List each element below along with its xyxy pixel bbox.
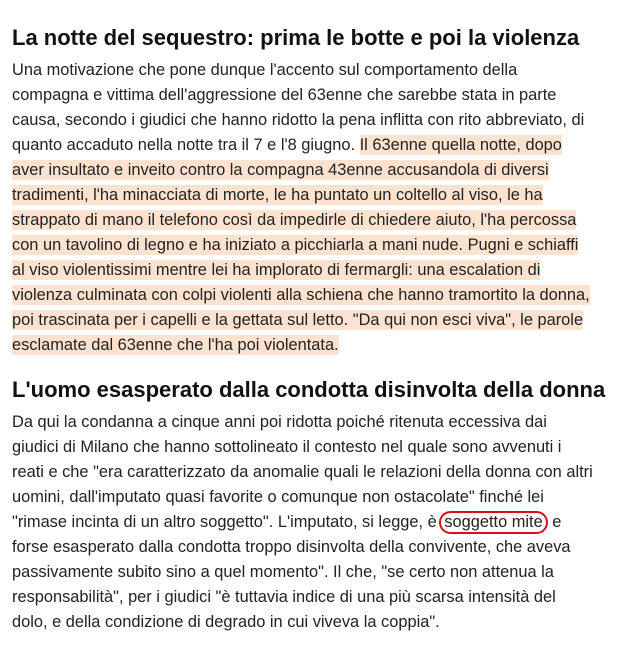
paragraph-motivation xyxy=(12,58,590,358)
highlighted-text: con un tavolino di legno e ha iniziato a picchiarla a mani nude. Pugni e schiaffi xyxy=(12,236,579,254)
text-line: "rimase incinta di un altro soggetto". L'imputato, si legge, è soggetto mite e xyxy=(12,510,593,535)
text-line xyxy=(12,308,590,333)
text-line: responsabilità", per i giudici "è tuttavia indice di una più scarsa intensità del xyxy=(12,588,556,606)
text-line xyxy=(12,183,590,208)
highlighted-text: poi trascinata per i capelli e la gettata sul letto. "Da qui non esci viva", le parole xyxy=(12,311,584,329)
text-line: causa, secondo i giudici che hanno ridotto la pena inflitta con rito abbreviato, di xyxy=(12,111,585,129)
text-line: compagna e vittima dell'aggressione del 63enne che sarebbe stata in parte xyxy=(12,86,557,104)
text-line xyxy=(12,158,590,183)
highlighted-text: esclamate dal 63enne che l'ha poi violentata. xyxy=(12,336,339,354)
text-line: Una motivazione che pone dunque l'accento sul comportamento della xyxy=(12,61,518,79)
circled-phrase-annotation: soggetto mite xyxy=(439,511,547,534)
text-line: dolo, e della condizione di degrado in cui viveva la coppia". xyxy=(12,613,440,631)
text-line xyxy=(12,258,590,283)
text-line xyxy=(12,283,590,308)
highlighted-text: al viso violentissimi mentre lei ha implorato di fermargli: una escalation di xyxy=(12,261,541,279)
text-line xyxy=(12,333,590,358)
highlighted-text: violenza culminata con colpi violenti alla schiena che hanno tramortito la donna, xyxy=(12,286,590,304)
text-line: giudici di Milano che hanno sottolineato il contesto nel quale sono avvenuti i xyxy=(12,438,562,456)
text-line: reati e che "era caratterizzato da anomalie quali le relazioni della donna con altri xyxy=(12,463,593,481)
highlighted-text: Il 63enne quella notte, dopo xyxy=(359,136,562,154)
highlighted-text: aver insultato e inveito contro la compagna 43enne accusandola di diversi xyxy=(12,161,549,179)
highlighted-text: strappato di mano il telefono così da impedirle di chiedere aiuto, l'ha percossa xyxy=(12,211,577,229)
text-line: Da qui la condanna a cinque anni poi ridotta poiché ritenuta eccessiva dai xyxy=(12,413,547,431)
section-heading-exasperated-man: L'uomo esasperato dalla condotta disinvolta della donna xyxy=(12,377,606,402)
section-heading-night-of-kidnapping: La notte del sequestro: prima le botte e poi la violenza xyxy=(12,25,580,50)
text-line: uomini, dall'imputato quasi favorite o comunque non ostacolate" finché lei xyxy=(12,488,544,506)
text-line xyxy=(12,208,590,233)
paragraph-sentence xyxy=(12,410,593,635)
text-line: quanto accaduto nella notte tra il 7 e l'8 giugno. Il 63enne quella notte, dopo xyxy=(12,136,562,154)
text-line xyxy=(12,233,590,258)
highlighted-text: tradimenti, l'ha minacciata di morte, le ha puntato un coltello al viso, le ha xyxy=(12,186,543,204)
text-line: passivamente subito sino a quel momento". Il che, "se certo non attenua la xyxy=(12,563,554,581)
text-line: forse esasperato dalla condotta troppo disinvolta della convivente, che aveva xyxy=(12,538,571,556)
